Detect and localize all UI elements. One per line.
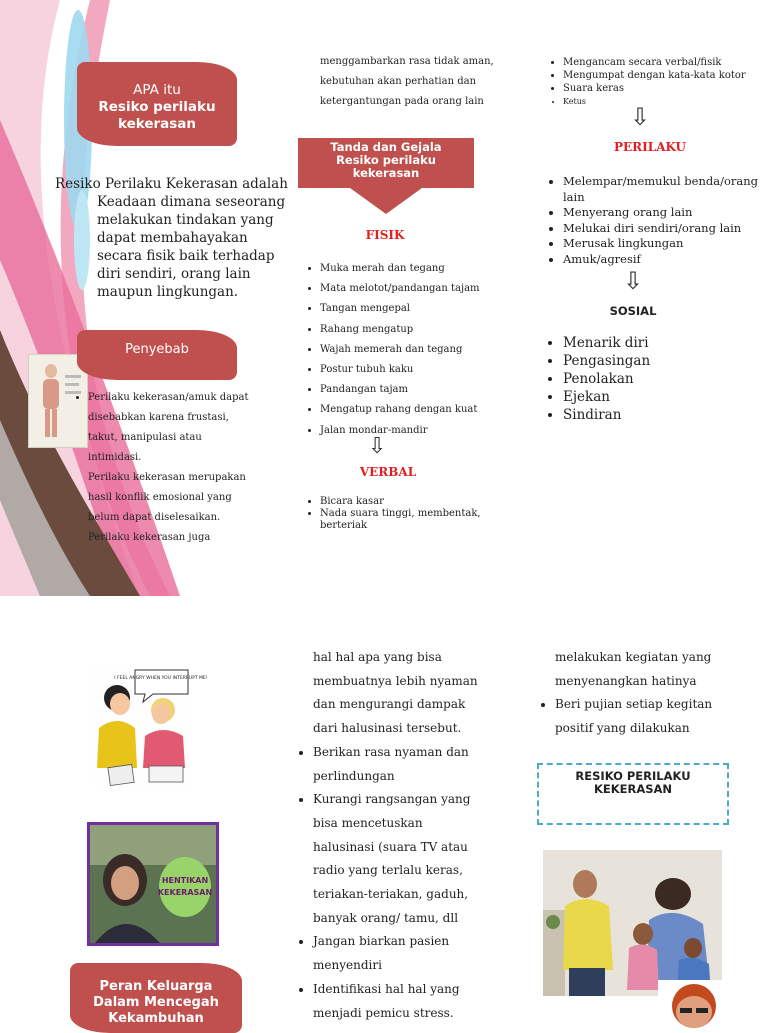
fisik-item: • Muka merah dan tegang bbox=[320, 259, 510, 279]
peran-line-1: Peran Keluarga bbox=[99, 979, 213, 994]
penyebab-paragraph-2: Perilaku kekerasan juga bbox=[88, 532, 211, 543]
continuation-line-3: ketergantungan pada orang lain bbox=[320, 96, 484, 107]
perilaku-item: • Melempar/memukul benda/orang lain bbox=[563, 174, 763, 205]
continuation-line-1: menggambarkan rasa tidak aman, bbox=[320, 56, 494, 67]
sosial-item: • Pengasingan bbox=[563, 352, 753, 370]
perilaku-item: • Menyerang orang lain bbox=[563, 205, 763, 221]
verbal-list-continued bbox=[545, 56, 763, 108]
fisik-item: • Mata melotot/pandangan tajam bbox=[320, 279, 510, 299]
penyebab-section bbox=[72, 388, 250, 548]
penyebab-bullet: • Perilaku kekerasan/amuk dapat disebabkan karena frustasi, takut, manipulasi atau intimidasi. bbox=[88, 388, 250, 468]
down-arrow-icon: ⇩ bbox=[623, 267, 644, 295]
verbal-heading: VERBAL bbox=[359, 465, 417, 479]
comic-argument-image bbox=[93, 668, 208, 786]
peran-keluarga-banner bbox=[70, 963, 242, 1033]
resiko-box-line-2: KEKERASAN bbox=[593, 782, 673, 796]
poster-text-line-2: KEKERASAN bbox=[157, 888, 213, 897]
sosial-item: • Sindiran bbox=[563, 406, 753, 424]
apa-banner-line-2: Resiko perilaku bbox=[98, 99, 216, 115]
protest-woman-photo bbox=[87, 822, 219, 946]
apa-itu-banner bbox=[77, 62, 237, 146]
sosial-list bbox=[545, 334, 753, 424]
fisik-heading: FISIK bbox=[365, 228, 405, 242]
perilaku-list bbox=[545, 174, 763, 267]
continuation-line-2: kebutuhan akan perhatian dan bbox=[320, 76, 477, 87]
fisik-list bbox=[302, 259, 510, 441]
definition-text: Resiko Perilaku Kekerasan adalah Keadaan dimana seseorang melakukan tindakan yang dapat membahayakan secara fisik baik terhadap diri sendiri, orang lain maupun lingkungan. bbox=[55, 176, 288, 300]
fisik-item: • Wajah memerah dan tegang bbox=[320, 340, 510, 360]
fisik-item: • Mengatup rahang dengan kuat bbox=[320, 400, 510, 420]
panel6-content bbox=[538, 646, 718, 741]
panel5-item: • Berikan rasa nyaman dan perlindungan bbox=[313, 741, 486, 788]
perilaku-item: • Melukai diri sendiri/orang lain bbox=[563, 221, 763, 237]
panel2-continuation-text bbox=[320, 52, 500, 112]
perilaku-heading: PERILAKU bbox=[614, 140, 686, 154]
tanda-line-1: Tanda dan Gejala bbox=[330, 140, 442, 154]
family-violence-photo bbox=[543, 850, 722, 996]
verbal-item: • Ketus bbox=[563, 95, 763, 108]
penyebab-banner: Penyebab bbox=[77, 330, 237, 380]
tanda-line-2: Resiko perilaku bbox=[336, 153, 436, 167]
panel6-continuation: melakukan kegiatan yang menyenangkan hatinya bbox=[555, 650, 712, 688]
resiko-title-box bbox=[537, 763, 729, 825]
comic-bubble-text: I FEEL ANGRY WHEN YOU INTERRUPT ME! bbox=[114, 676, 208, 681]
man-portrait-photo bbox=[658, 980, 730, 1024]
penyebab-paragraph-1: Perilaku kekerasan merupakan hasil konflik emosional yang belum dapat diselesaikan. bbox=[88, 472, 246, 523]
perilaku-item: • Amuk/agresif bbox=[563, 252, 763, 268]
fisik-item: • Jalan mondar-mandir bbox=[320, 421, 510, 441]
panel5-item: • Jangan biarkan pasien menyendiri bbox=[313, 930, 486, 977]
fisik-item: • Pandangan tajam bbox=[320, 380, 510, 400]
sosial-heading: SOSIAL bbox=[609, 304, 657, 318]
tanda-gejala-banner bbox=[298, 138, 474, 214]
panel6-item: • Beri pujian setiap kegitan positif yang dilakukan bbox=[555, 693, 718, 740]
poster-text-line-1: HENTIKAN bbox=[161, 876, 209, 885]
fisik-item: • Tangan mengepal bbox=[320, 299, 510, 319]
fisik-item: • Postur tubuh kaku bbox=[320, 360, 510, 380]
resiko-box-line-1: RESIKO PERILAKU bbox=[575, 769, 691, 783]
verbal-item: • Mengancam secara verbal/fisik bbox=[563, 56, 763, 69]
sosial-item: • Penolakan bbox=[563, 370, 753, 388]
verbal-list bbox=[302, 496, 500, 532]
down-arrow-icon: ⇩ bbox=[630, 103, 651, 131]
perilaku-item: • Merusak lingkungan bbox=[563, 236, 763, 252]
panel5-item: • Identifikasi hal hal yang menjadi pemicu stress. bbox=[313, 978, 486, 1025]
peran-line-3: Kekambuhan bbox=[108, 1011, 204, 1026]
verbal-item: • Suara keras bbox=[563, 82, 763, 95]
apa-banner-line-1: APA itu bbox=[133, 82, 181, 98]
verbal-item: • Nada suara tinggi, membentak, berteriak bbox=[320, 508, 500, 532]
sosial-item: • Menarik diri bbox=[563, 334, 753, 352]
panel5-continuation: hal hal apa yang bisa membuatnya lebih nyaman dan mengurangi dampak dari halusinasi tersebut. bbox=[313, 650, 478, 736]
apa-banner-line-3: kekerasan bbox=[117, 116, 197, 132]
sosial-item: • Ejekan bbox=[563, 388, 753, 406]
down-arrow-icon: ⇩ bbox=[368, 434, 387, 459]
tanda-line-3: kekerasan bbox=[352, 166, 420, 180]
peran-line-2: Dalam Mencegah bbox=[93, 995, 219, 1010]
panel5-item: • Kurangi rangsangan yang bisa mencetuskan halusinasi (suara TV atau radio yang terlalu keras, teriakan-teriakan, gaduh, banyak orang/ tamu, dll bbox=[313, 788, 486, 930]
fisik-item: • Rahang mengatup bbox=[320, 320, 510, 340]
panel5-content bbox=[296, 646, 486, 1025]
verbal-item: • Bicara kasar bbox=[320, 496, 500, 508]
verbal-item: • Mengumpat dengan kata-kata kotor bbox=[563, 69, 763, 82]
